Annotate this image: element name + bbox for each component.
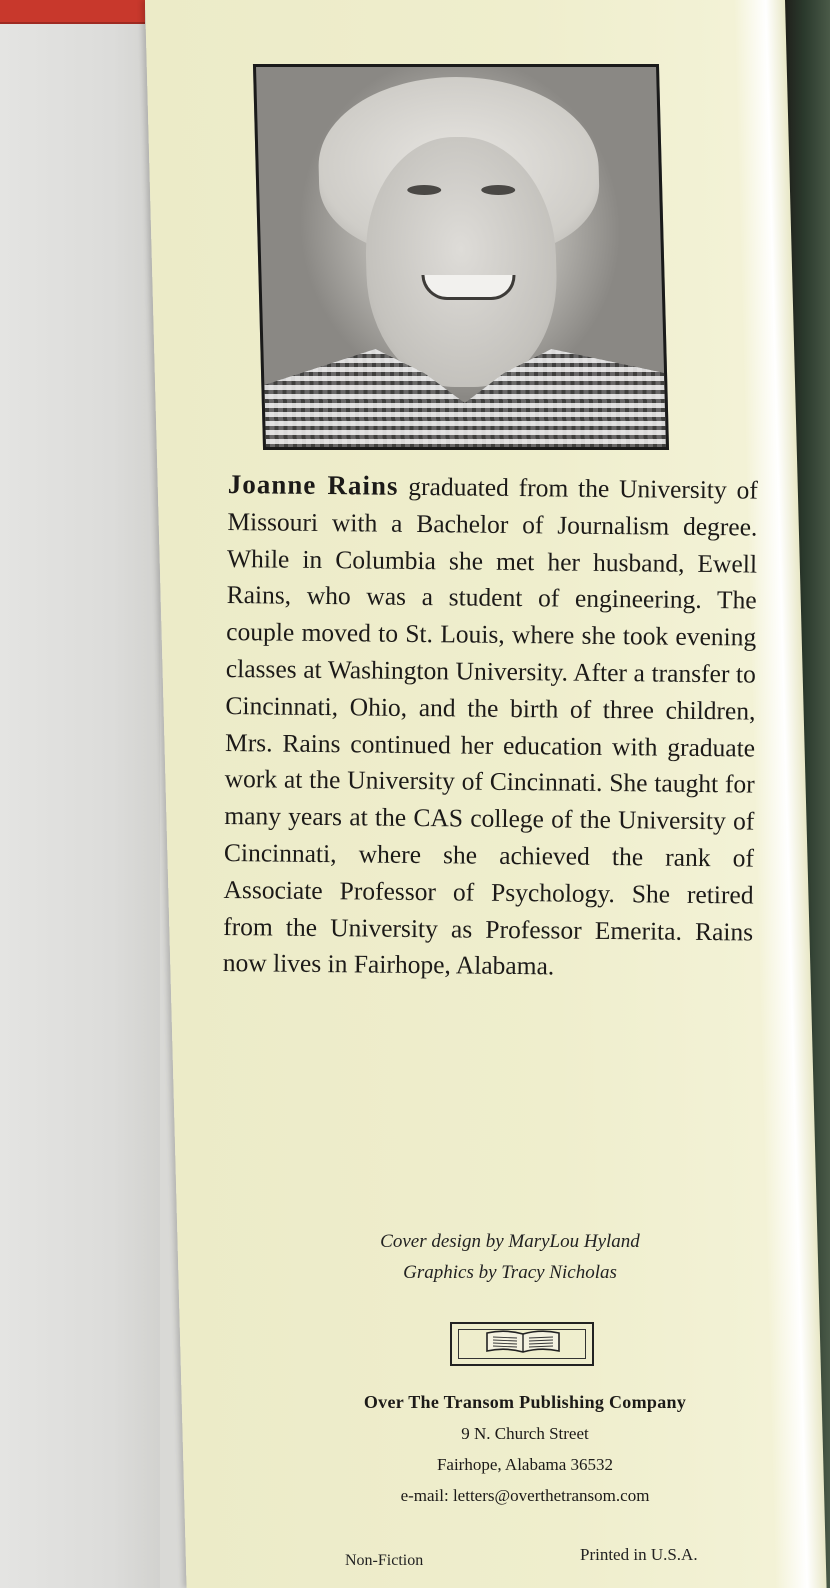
publisher-name: Over The Transom Publishing Company (363, 1392, 687, 1412)
publisher-email: e-mail: letters@overthetransom.com (400, 1486, 650, 1505)
red-cover-edge (0, 0, 145, 24)
bio-text: graduated from the University of Missouri with a Bachelor of Journalism degree. While in Columbia she met her husband, Ewell Rains, who was a student of engineering. The couple moved to St. Louis, where she took evening classes at Washington University. After a transfer to Cincinnati, Ohio, and the birth of three children, Mrs. Rains continued her education with graduate work at the University of Cincinnati. She taught for many years at the CAS college of the University of Cincinnati, where she achieved the rank of Associate Professor of Psychology. She retired from the University as Professor Emerita. Rains now lives in Fairhope, Alabama. (222, 471, 758, 981)
author-name: Joanne Rains (227, 468, 399, 501)
left-page (0, 0, 160, 1588)
graphics-credit: Graphics by Tracy Nicholas (403, 1262, 617, 1283)
open-book-icon (482, 1327, 564, 1355)
author-photo (253, 64, 669, 450)
credits (330, 1226, 690, 1288)
publisher-street: 9 N. Church Street (461, 1424, 589, 1443)
photo-smile (421, 275, 516, 300)
photo-eye-right (481, 185, 515, 195)
photo-eye-left (407, 185, 441, 195)
category-label: Non-Fiction (345, 1552, 424, 1569)
publisher-city: Fairhope, Alabama 36532 (436, 1455, 614, 1474)
publisher-info (320, 1386, 730, 1511)
author-bio (223, 466, 758, 988)
cover-credit: Cover design by MaryLou Hyland (380, 1231, 640, 1252)
printed-label: Printed in U.S.A. (580, 1545, 698, 1564)
publisher-logo (450, 1322, 594, 1366)
